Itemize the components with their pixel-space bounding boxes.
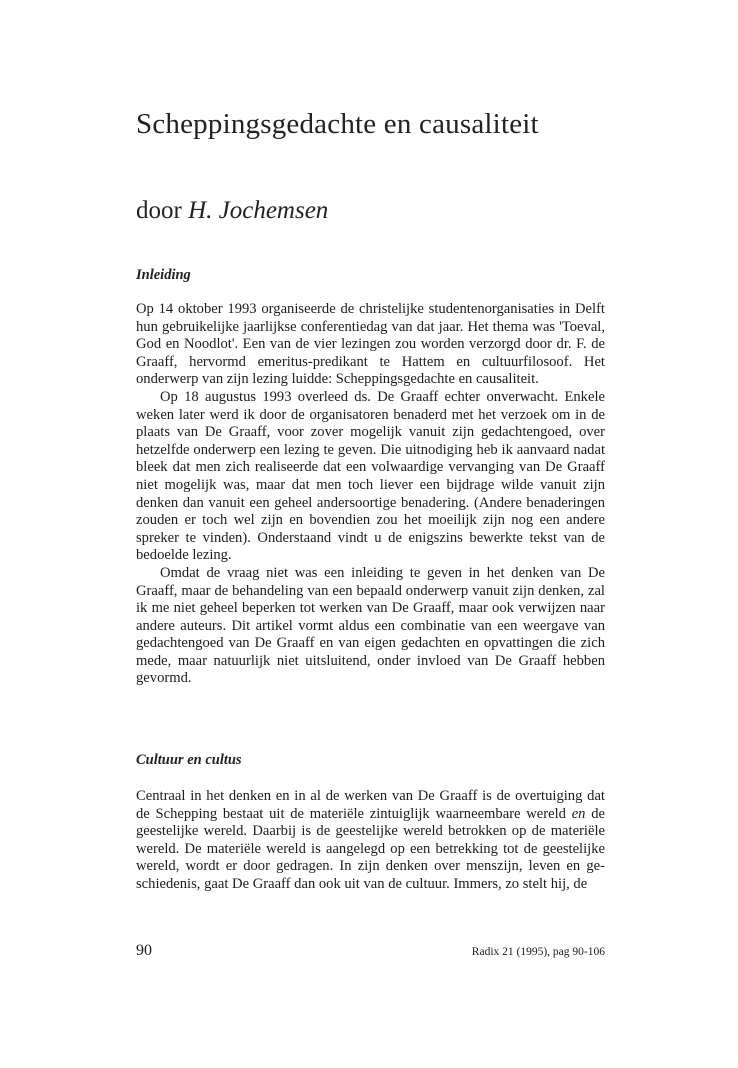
section-body-cultuur-en-cultus bbox=[136, 788, 605, 894]
emphasis: en bbox=[571, 805, 586, 822]
paragraph: Omdat de vraag niet was een inleiding te geven in het denken van De Graaff, maar de behandeling van een bepaald onderwerp vanuit zijn denken, zal ik me niet geheel beperken tot werken van De Graaff, maar ook verwijzen naar andere auteurs. Dit artikel vormt aldus een combinatie van een weergave van gedachtengoed van De Graaff en van eigen gedachten en opvattingen die zich mede, maar natuurlijk niet uitsluitend, onder invloed van De Graaff hebben gevormd. bbox=[136, 564, 605, 687]
paragraph: Op 14 oktober 1993 organiseerde de christelijke studentenorganisaties in Delft hun gebruikelijke jaarlijkse conferentiedag van dat jaar. Het thema was 'Toeval, God en Noodlot'. Een van de vier lezingen zou worden verzorgd door dr. F. de Graaff, hervormd emeritus-predikant te Hattem en cultuurfilosoof. Het onderwerp van zijn lezing luidde: Scheppingsgedachte en causaliteit. bbox=[136, 301, 605, 388]
section-heading-inleiding: Inleiding bbox=[136, 267, 191, 283]
author-name: H. Jochemsen bbox=[188, 197, 329, 224]
author-line bbox=[136, 197, 328, 225]
section-heading-cultuur-en-cultus: Cultuur en cultus bbox=[136, 752, 242, 768]
paragraph-text: de geestelijke wereld. Daarbij is de geestelijke wereld betrokken op de materiële wereld. De materiële wereld is aangelegd op een betrekking tot de geestelijke wereld, wordt er door gedragen. In zijn denken over menszijn, leven en ge-schiedenis, gaat De Graaff dan ook uit van de cultuur. Immers, zo stelt hij, de bbox=[136, 805, 605, 892]
author-prefix: door bbox=[136, 197, 182, 224]
section-body-inleiding bbox=[136, 301, 605, 688]
paragraph-text: Centraal in het denken en in al de werken van De Graaff is de overtuiging dat de Schepping bestaat uit de materiële zintuiglijk waarneembare wereld bbox=[136, 788, 605, 822]
paragraph: Op 18 augustus 1993 overleed ds. De Graaff echter onverwacht. Enkele weken later werd ik door de organisatoren benaderd met het verzoek om in de plaats van De Graaff, voor zover mogelijk vanuit zijn gedachtengoed, over hetzelfde onderwerp een lezing te geven. Die uitnodiging heb ik aanvaard nadat bleek dat men zich realiseerde dat een volwaardige vervanging van De Graaff niet mogelijk was, maar dat men toch liever een bijdrage wilde vanuit zijn denken dan vanuit een geheel andersoortige benadering. (Andere benaderingen zouden er toch wel zijn en bovendien zou het moeilijk zijn nog een andere spreker te vinden). Onderstaand vindt u de enigszins bewerkte tekst van de bedoelde lezing. bbox=[136, 388, 605, 564]
journal-citation: Radix 21 (1995), pag 90-106 bbox=[471, 946, 605, 958]
paragraph bbox=[136, 788, 605, 894]
page-number: 90 bbox=[136, 942, 152, 959]
article-title: Scheppingsgedachte en causaliteit bbox=[136, 108, 539, 140]
